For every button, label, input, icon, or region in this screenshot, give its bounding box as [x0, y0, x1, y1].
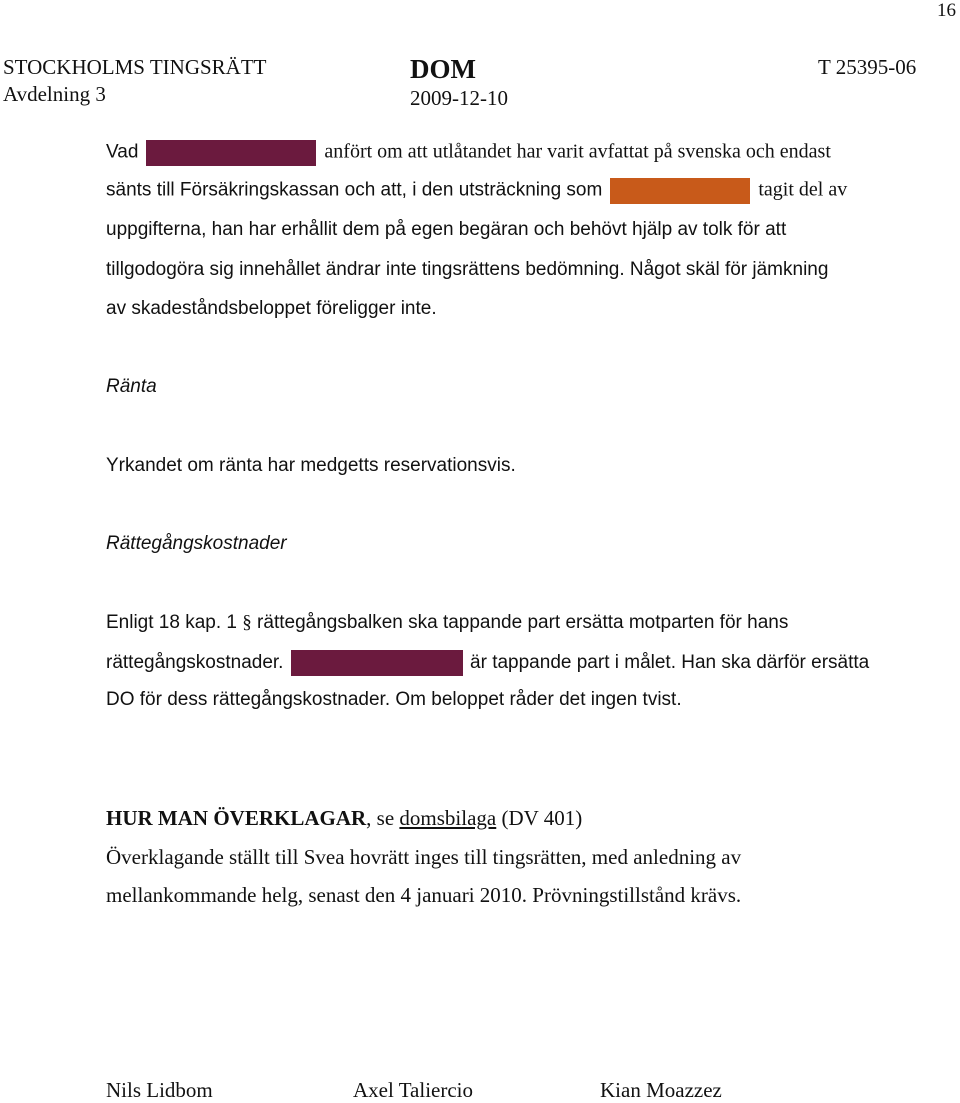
paragraph-line: Yrkandet om ränta har medgetts reservationsvis. — [106, 455, 516, 476]
body-text: Vad — [106, 141, 139, 163]
paragraph-line — [106, 178, 847, 204]
court-name: STOCKHOLMS TINGSRÄTT — [3, 55, 267, 79]
body-text: är tappande part i målet. Han ska därför ersätta — [470, 652, 870, 674]
paragraph-line: tillgodogöra sig innehållet ändrar inte tingsrättens bedömning. Något skäl för jämkning — [106, 259, 829, 280]
redaction-block — [610, 178, 750, 204]
court-department: Avdelning 3 — [3, 82, 106, 106]
case-number: T 25395-06 — [818, 55, 917, 79]
signature-judge-3: Kian Moazzez — [600, 1078, 722, 1102]
body-text: tagit del av — [758, 178, 848, 201]
section-symbol: § — [242, 612, 252, 633]
paragraph-line — [106, 140, 831, 166]
paragraph-line — [106, 650, 869, 676]
body-text: Enligt 18 kap. 1 — [106, 612, 237, 633]
appeal-line: mellankommande helg, senast den 4 januari 2010. Prövningstillstånd krävs. — [106, 883, 742, 907]
appeal-line: Överklagande ställt till Svea hovrätt inges till tingsrätten, med anledning av — [106, 845, 742, 869]
appeal-info — [106, 806, 582, 831]
paragraph-line: uppgifterna, han har erhållit dem på egen begäran och behövt hjälp av tolk för att — [106, 219, 787, 240]
paragraph-line: DO för dess rättegångskostnader. Om beloppet råder det ingen tvist. — [106, 689, 682, 710]
section-heading-costs: Rättegångskostnader — [106, 533, 287, 554]
section-heading-interest: Ränta — [106, 376, 157, 397]
appeal-reference: (DV 401) — [501, 806, 583, 830]
body-text: sänts till Försäkringskassan och att, i den utsträckning som — [106, 179, 603, 201]
signature-judge-1: Nils Lidbom — [106, 1078, 213, 1102]
body-text: rättegångsbalken ska tappande part ersätta motparten för hans — [257, 612, 789, 633]
redaction-block — [146, 140, 316, 166]
redaction-block — [291, 650, 463, 676]
document-type: DOM — [410, 54, 476, 84]
paragraph-line: av skadeståndsbeloppet föreligger inte. — [106, 298, 437, 319]
body-text: anfört om att utlåtandet har varit avfattat på svenska och endast — [324, 140, 831, 163]
document-date: 2009-12-10 — [410, 86, 508, 110]
body-text: rättegångskostnader. — [106, 652, 284, 674]
appeal-heading: HUR MAN ÖVERKLAGAR — [106, 806, 367, 830]
signature-judge-2: Axel Taliercio — [353, 1078, 474, 1102]
page-number: 16 — [937, 0, 956, 21]
paragraph-line — [106, 612, 788, 634]
appeal-attachment-link[interactable]: domsbilaga — [399, 806, 497, 830]
appeal-separator: , se — [366, 806, 395, 830]
